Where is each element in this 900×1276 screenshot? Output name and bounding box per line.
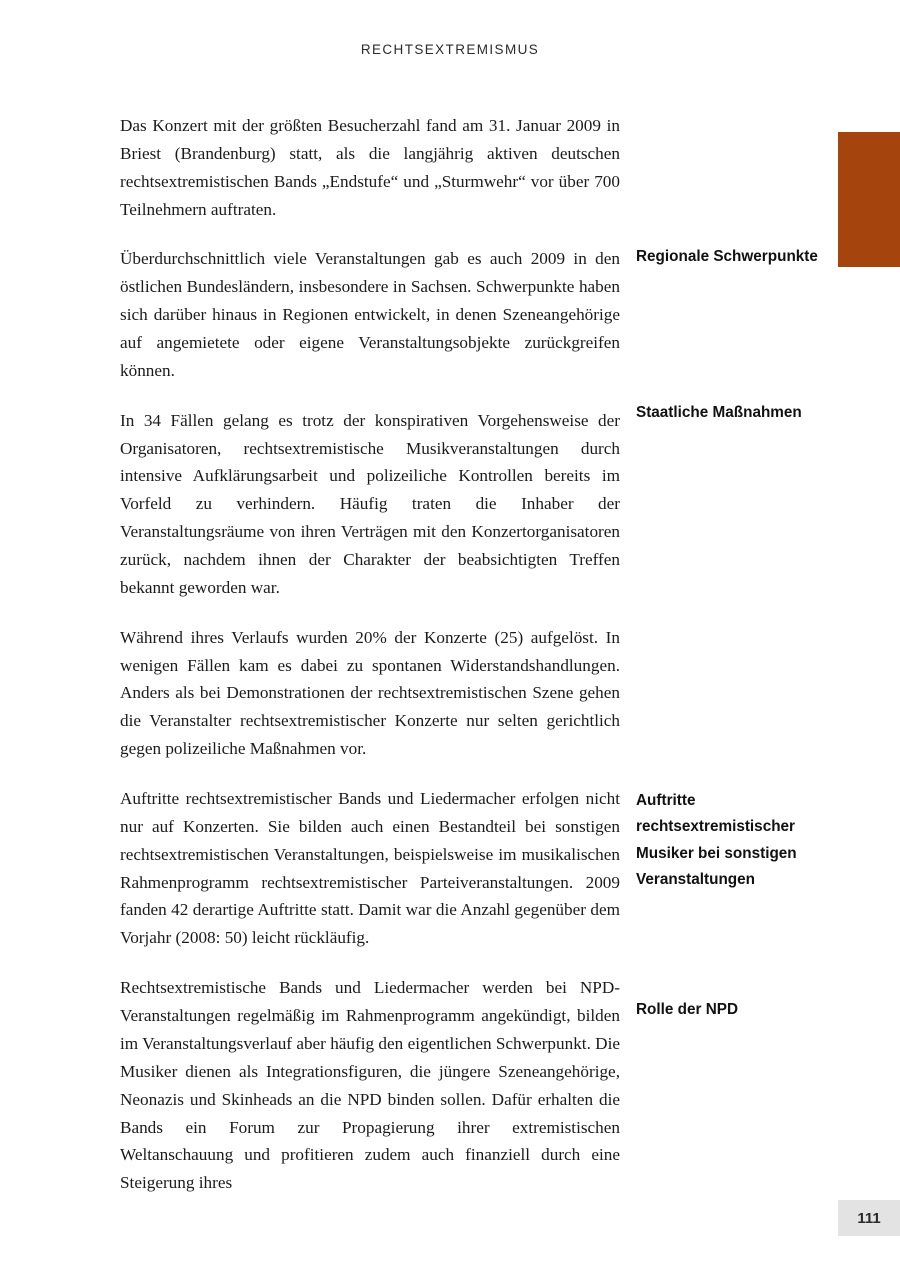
paragraph: Überdurchschnittlich viele Veranstaltungen gab es auch 2009 in den östlichen Bundesländern, insbesondere in Sachsen. Schwerpunkte haben sich darüber hinaus in Regionen entwickelt, in denen Szeneangehörige auf angemietete oder eigene Veranstaltungsobjekte zurückgreifen können. xyxy=(120,249,620,380)
paragraph: Das Konzert mit der größten Besucherzahl fand am 31. Januar 2009 in Briest (Brandenburg) statt, als die langjährig aktiven deutschen rechtsextremistischen Bands „Endstufe“ und „Sturmwehr“ vor über 700 Teilnehmern auftraten. xyxy=(120,116,620,219)
paragraph: Auftritte rechtsextremistischer Bands und Liedermacher erfolgen nicht nur auf Konzerten. Sie bilden auch einen Bestandteil bei sonstigen rechtsextremistischen Veranstaltungen, beispielsweise im musikalischen Rahmenprogramm rechtsextremistischer Parteiveranstaltungen. 2009 fanden 42 derartige Auftritte statt. Damit war die Anzahl gegenüber dem Vorjahr (2008: 50) leicht rückläufig. xyxy=(120,789,620,948)
margin-note: Regionale Schwerpunkte xyxy=(636,248,818,265)
margin-note: Rolle der NPD xyxy=(636,1001,738,1018)
margin-note: Staatliche Maßnahmen xyxy=(636,404,802,421)
page-number-box xyxy=(838,1200,900,1236)
body-text-column xyxy=(120,112,620,1197)
margin-note: Auftritte rechtsextremistischer Musiker bei sonstigen Veranstaltungen xyxy=(636,792,797,888)
running-head: RECHTSEXTREMISMUS xyxy=(360,42,540,57)
paragraph: In 34 Fällen gelang es trotz der konspirativen Vorgehensweise der Organisatoren, rechtsextremistische Musikveranstaltungen durch intensive Aufklärungsarbeit und polizeiliche Kontrollen bereits im Vorfeld zu verhindern. Häufig traten die Inhaber der Veranstaltungsräume von ihren Verträgen mit den Konzertorganisatoren zurück, nachdem ihnen der Charakter der beabsichtigten Treffen bekannt geworden war. xyxy=(120,410,620,597)
paragraph: Rechtsextremistische Bands und Liedermacher werden bei NPD-Veranstaltungen regelmäßig im Rahmenprogramm angekündigt, bilden im Veranstaltungsverlauf aber häufig den eigentlichen Schwerpunkt. Die Musiker dienen als Integrationsfiguren, die jüngere Szeneangehörige, Neonazis und Skinheads an die NPD binden sollen. Dafür erhalten die Bands ein Forum zur Propagierung ihrer extremistischen Weltanschauung und profitieren zudem auch finanziell durch eine Steigerung ihres xyxy=(120,978,620,1193)
page-number: 111 xyxy=(857,1209,881,1227)
chapter-tab-marker xyxy=(838,132,900,267)
paragraph: Während ihres Verlaufs wurden 20% der Konzerte (25) aufgelöst. In wenigen Fällen kam es dabei zu spontanen Widerstandshandlungen. Anders als bei Demonstrationen der rechtsextremistischen Szene gehen die Veranstalter rechtsextremistischer Konzerte nur selten gerichtlich gegen polizeiliche Maßnahmen vor. xyxy=(120,627,620,759)
